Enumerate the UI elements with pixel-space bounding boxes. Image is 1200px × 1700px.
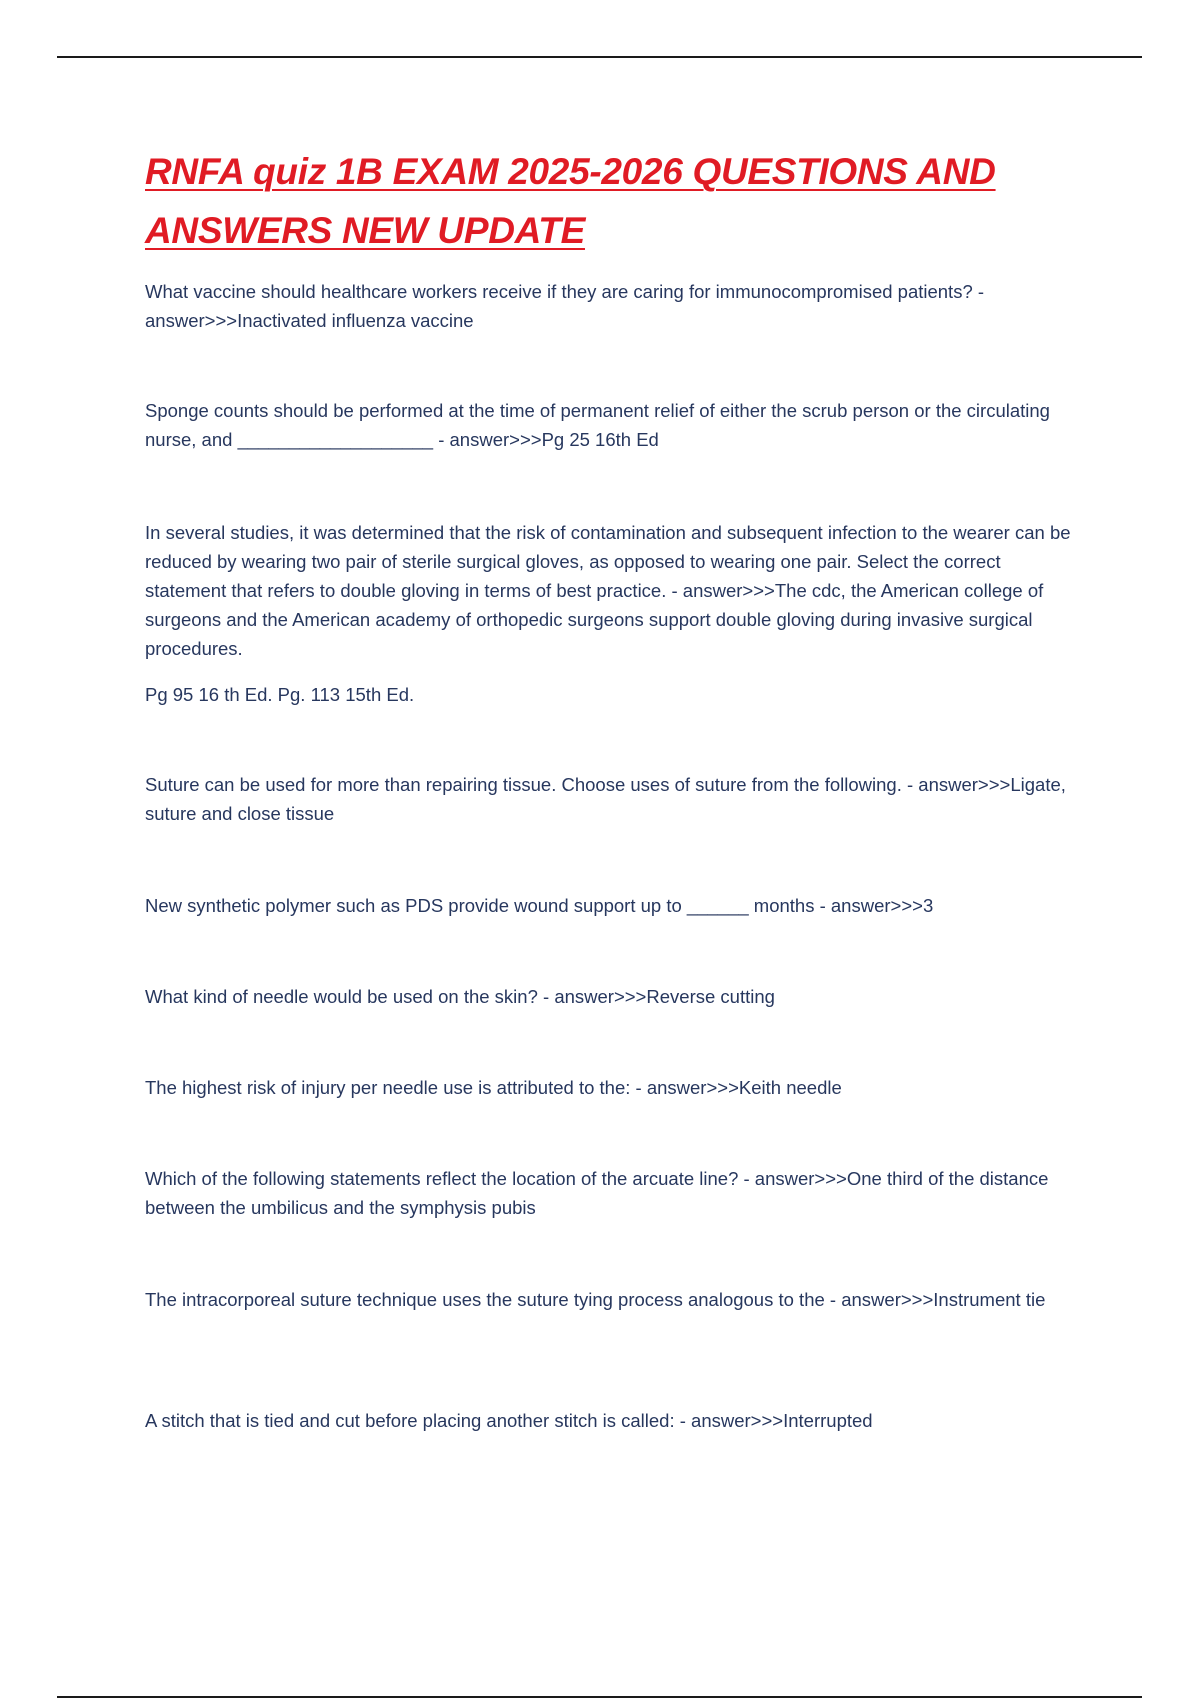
answer-text: Inactivated influenza vaccine (237, 310, 474, 331)
answer-marker: - answer>>> (674, 1410, 784, 1431)
document-title: RNFA quiz 1B EXAM 2025-2026 QUESTIONS AND ANSWERS NEW UPDATE (145, 151, 996, 251)
answer-marker: - answer>>> (824, 1289, 934, 1310)
answer-marker: - answer>>> (814, 895, 923, 916)
top-rule (57, 56, 1142, 58)
answer-marker: - answer>>> (738, 1168, 847, 1189)
answer-marker: - answer>>> (901, 774, 1011, 795)
qa-item-8 (145, 1164, 1085, 1222)
question-text: The highest risk of injury per needle use is attributed to the: (145, 1077, 631, 1098)
qa-item-3 (145, 518, 1085, 663)
answer-text: Instrument tie (933, 1289, 1046, 1310)
answer-text: The cdc, the American college of surgeons and the American academy of orthopedic surgeons support double gloving during invasive surgical procedures. (145, 580, 1044, 659)
question-text: The intracorporeal suture technique uses the suture tying process analogous to the (145, 1289, 825, 1310)
question-text: What vaccine should healthcare workers receive if they are caring for immunocompromised patients? (145, 281, 973, 302)
answer-marker: - answer>>> (433, 429, 542, 450)
qa-item-2 (145, 396, 1085, 454)
answer-marker: - answer>>> (666, 580, 775, 601)
answer-text: Reverse cutting (646, 986, 775, 1007)
answer-text: Keith needle (738, 1077, 842, 1098)
question-text: Which of the following statements reflect the location of the arcuate line? (145, 1168, 739, 1189)
qa-item-10 (145, 1406, 1085, 1435)
qa-item-4 (145, 770, 1085, 828)
qa-item-5 (145, 891, 1085, 920)
question-text: A stitch that is tied and cut before placing another stitch is called: (145, 1410, 675, 1431)
question-text: Suture can be used for more than repairing tissue. Choose uses of suture from the following. (145, 774, 902, 795)
qa-item-9 (145, 1285, 1085, 1314)
answer-text: 3 (922, 895, 934, 916)
question-text: New synthetic polymer such as PDS provide wound support up to ______ months (145, 895, 815, 916)
answer-text: One third of the distance between the umbilicus and the symphysis pubis (145, 1168, 1049, 1218)
qa-item-7 (145, 1073, 1085, 1102)
reference-note: Pg 95 16 th Ed. Pg. 113 15th Ed. (145, 684, 415, 705)
question-text: In several studies, it was determined that the risk of contamination and subsequent infection to the wearer can be reduced by wearing two pair of sterile surgical gloves, as opposed to wearing one pair. Select the correct statement that refers to double gloving in terms of best practice. (145, 522, 1071, 601)
answer-marker: - answer>>> (145, 281, 985, 331)
answer-text: Ligate, suture and close tissue (145, 774, 1066, 824)
answer-text: Interrupted (783, 1410, 873, 1431)
answer-marker: - answer>>> (630, 1077, 739, 1098)
bottom-rule (57, 1696, 1142, 1698)
qa-item-1 (145, 277, 1085, 335)
qa-item-6 (145, 982, 1085, 1011)
answer-text: Pg 25 16th Ed (541, 429, 659, 450)
answer-marker: - answer>>> (537, 986, 647, 1007)
question-text: Sponge counts should be performed at the time of permanent relief of either the scrub person or the circulating nurse, and ___________________ (145, 400, 1050, 450)
question-text: What kind of needle would be used on the skin? (145, 986, 538, 1007)
